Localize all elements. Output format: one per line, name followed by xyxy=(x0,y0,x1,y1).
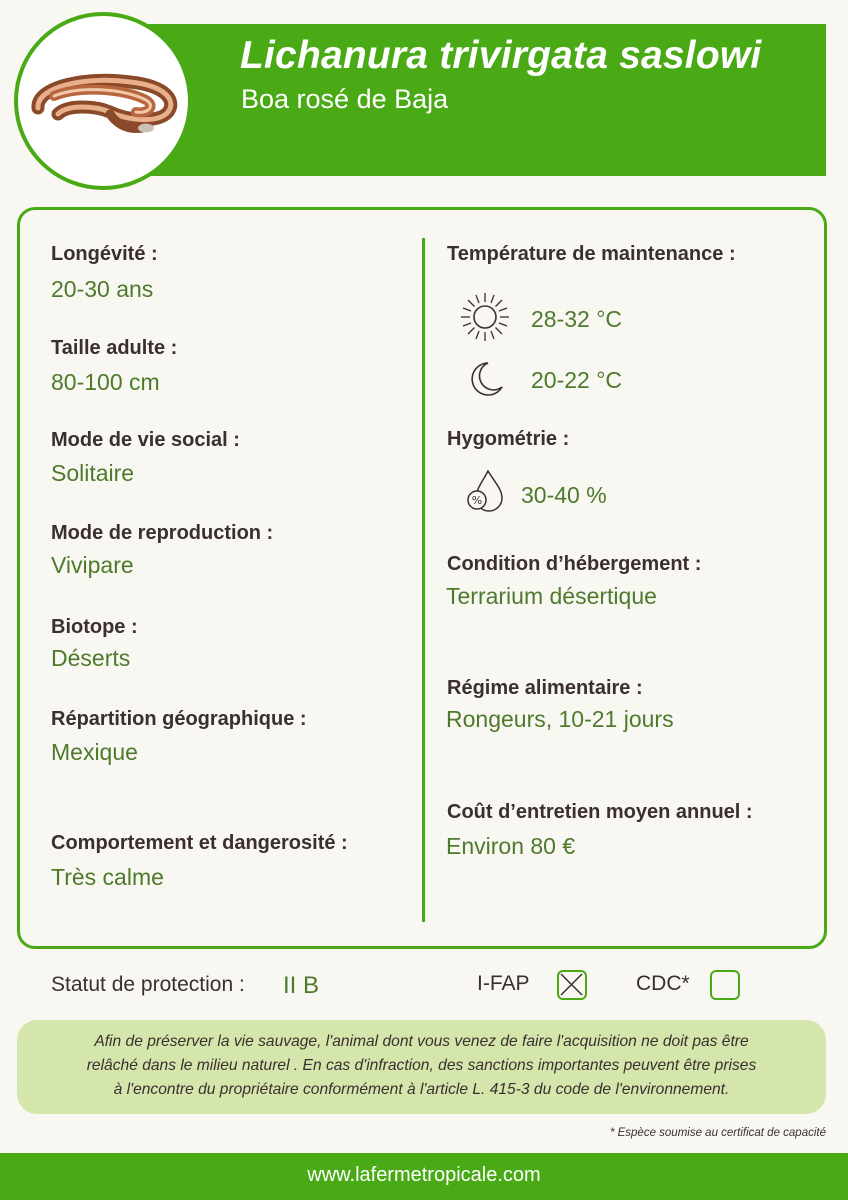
notice-line: relâché dans le milieu naturel . En cas d'infraction, des sanctions importantes peuvent être prises xyxy=(86,1057,757,1074)
biotope-value: Déserts xyxy=(51,645,131,671)
cross-icon xyxy=(559,972,584,997)
reproduction-value: Vivipare xyxy=(51,552,134,578)
column-divider xyxy=(422,238,425,922)
longevity-value: 20-30 ans xyxy=(51,276,154,302)
cdc-label: CDC* xyxy=(636,972,690,995)
annual-cost-value: Environ 80 € xyxy=(446,833,576,859)
behavior-label: Comportement et dangerosité : xyxy=(51,832,348,854)
protection-status-label: Statut de protection : xyxy=(51,973,245,996)
sun-icon xyxy=(459,291,511,343)
social-life-label: Mode de vie social : xyxy=(51,429,240,451)
protection-status-value: II B xyxy=(283,972,320,999)
annual-cost-label: Coût d’entretien moyen annuel : xyxy=(447,801,753,823)
adult-size-label: Taille adulte : xyxy=(51,337,178,359)
longevity-label: Longévité : xyxy=(51,243,158,265)
website-link[interactable]: www.lafermetropicale.com xyxy=(307,1164,541,1186)
ifap-checkbox[interactable] xyxy=(557,970,587,1000)
distribution-label: Répartition géographique : xyxy=(51,708,307,730)
footnote: * Espèce soumise au certificat de capacité xyxy=(609,1127,826,1139)
social-life-value: Solitaire xyxy=(51,460,135,486)
distribution-value: Mexique xyxy=(51,739,138,765)
housing-value: Terrarium désertique xyxy=(446,583,657,609)
notice-line: Afin de préserver la vie sauvage, l'animal dont vous venez de faire l'acquisition ne doit pas être xyxy=(94,1033,749,1050)
scientific-name: Lichanura trivirgata saslowi xyxy=(240,34,762,77)
humidity-label: Hygométrie : xyxy=(447,428,570,450)
adult-size-value: 80-100 cm xyxy=(51,369,160,395)
snake-illustration xyxy=(18,16,188,186)
humidity-drop-icon xyxy=(462,467,506,515)
temperature-label: Température de maintenance : xyxy=(447,243,736,265)
legal-notice xyxy=(17,1020,826,1114)
day-temperature-value: 28-32 °C xyxy=(531,306,623,332)
ifap-label: I-FAP xyxy=(477,972,530,995)
moon-icon xyxy=(466,359,506,399)
diet-value: Rongeurs, 10-21 jours xyxy=(446,706,674,732)
species-photo xyxy=(14,12,192,190)
night-temperature-value: 20-22 °C xyxy=(531,367,623,393)
biotope-label: Biotope : xyxy=(51,616,138,638)
cdc-checkbox[interactable] xyxy=(710,970,740,1000)
behavior-value: Très calme xyxy=(51,864,164,890)
housing-label: Condition d’hébergement : xyxy=(447,553,702,575)
common-name: Boa rosé de Baja xyxy=(241,84,449,114)
reproduction-label: Mode de reproduction : xyxy=(51,522,274,544)
diet-label: Régime alimentaire : xyxy=(447,677,643,699)
humidity-value: 30-40 % xyxy=(521,482,607,508)
svg-text:%: % xyxy=(471,494,483,507)
notice-line: à l'encontre du propriétaire conformément à l'article L. 415-3 du code de l'environnement. xyxy=(113,1081,730,1098)
